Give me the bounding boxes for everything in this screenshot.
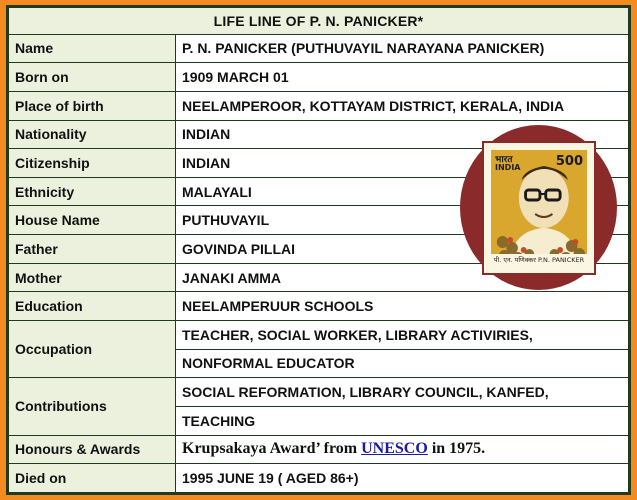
row-label-nationality: Nationality	[9, 120, 176, 149]
stamp-image	[491, 150, 587, 266]
row-label-ethnicity: Ethnicity	[9, 177, 176, 206]
row-value-contributions-2: TEACHING	[176, 406, 629, 435]
table-row	[9, 34, 629, 63]
row-label-contributions: Contributions	[9, 378, 176, 435]
row-value-ethnicity: MALAYALI	[176, 177, 629, 206]
row-label-father: Father	[9, 235, 176, 264]
row-label-name: Name	[9, 34, 176, 63]
row-value-father: GOVINDA PILLAI	[176, 235, 629, 264]
stamp-denomination: 500	[555, 154, 583, 169]
table-row	[9, 321, 629, 350]
honours-text: Krupsakaya Award’ from	[182, 440, 362, 458]
row-value-house-name: PUTHUVAYIL	[176, 206, 629, 235]
row-value-contributions-1: SOCIAL REFORMATION, LIBRARY COUNCIL, KANFED,	[176, 378, 629, 407]
stamp-country: INDIA	[495, 163, 521, 172]
table-row	[9, 91, 629, 120]
row-label-place-of-birth: Place of birth	[9, 91, 176, 120]
row-label-honours: Honours & Awards	[9, 435, 176, 464]
row-label-occupation: Occupation	[9, 321, 176, 378]
row-value-mother: JANAKI AMMA	[176, 263, 629, 292]
row-label-house-name: House Name	[9, 206, 176, 235]
postage-stamp	[484, 143, 594, 273]
row-label-mother: Mother	[9, 263, 176, 292]
table-title: LIFE LINE OF P. N. PANICKER*	[9, 8, 629, 35]
row-value-died: 1995 JUNE 19 ( AGED 86+)	[176, 464, 629, 493]
row-value-occupation-2: NONFORMAL EDUCATOR	[176, 349, 629, 378]
table-row	[9, 378, 629, 407]
row-value-citizenship: INDIAN	[176, 149, 629, 178]
table-row	[9, 435, 629, 464]
table-row	[9, 464, 629, 493]
row-value-name: P. N. PANICKER (PUTHUVAYIL NARAYANA PANICKER)	[176, 34, 629, 63]
table-row	[9, 292, 629, 321]
row-value-nationality: INDIAN	[176, 120, 629, 149]
honours-year: in 1975.	[427, 440, 486, 458]
row-value-education: NEELAMPERUUR SCHOOLS	[176, 292, 629, 321]
table-row	[9, 63, 629, 92]
row-label-born: Born on	[9, 63, 176, 92]
unesco-link[interactable]: UNESCO	[361, 440, 428, 458]
stamp-script-label: भारत	[495, 155, 513, 165]
row-value-occupation-1: TEACHER, SOCIAL WORKER, LIBRARY ACTIVIRIES,	[176, 321, 629, 350]
row-value-honours	[176, 435, 629, 464]
row-label-died: Died on	[9, 464, 176, 493]
row-value-place-of-birth: NEELAMPEROOR, KOTTAYAM DISTRICT, KERALA, INDIA	[176, 91, 629, 120]
row-value-born: 1909 MARCH 01	[176, 63, 629, 92]
stamp-caption: पी. एन. पणिक्कर P.N. PANICKER	[491, 254, 587, 266]
row-label-education: Education	[9, 292, 176, 321]
row-label-citizenship: Citizenship	[9, 149, 176, 178]
